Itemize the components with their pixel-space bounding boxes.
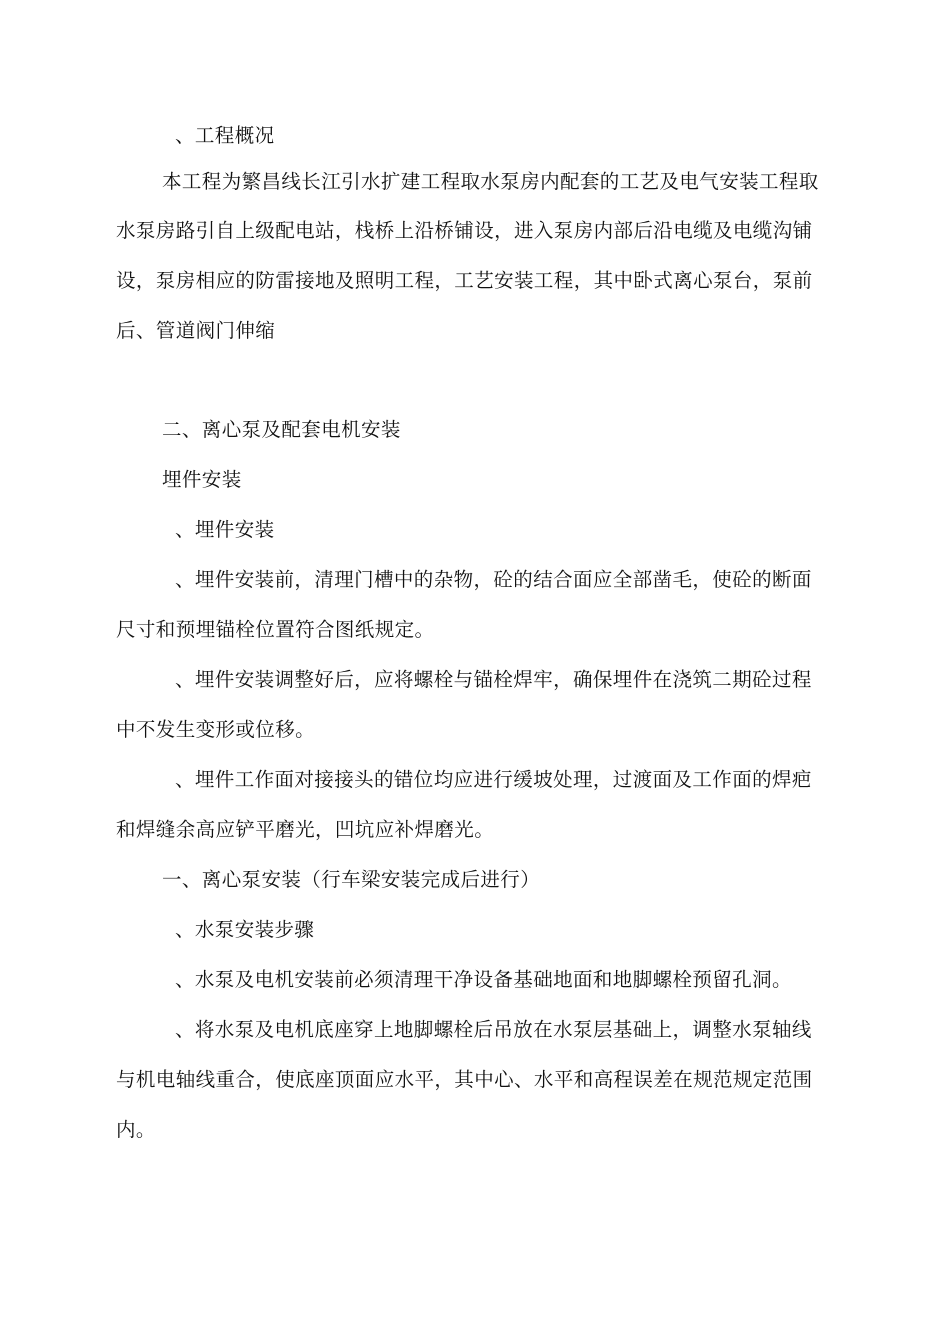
paragraph-line: 、埋件工作面对接接头的错位均应进行缓坡处理，过渡面及工作面的焊疤 [175,768,812,791]
paragraph-line: 后、管道阀门伸缩 [116,319,276,342]
paragraph-line: 、水泵及电机安装前必须清理干净设备基础地面和地脚螺栓预留孔洞。 [175,968,792,991]
subsection-heading-embedded-parts: 埋件安装 [162,468,242,491]
item-heading-embedded-parts: 、埋件安装 [175,518,275,541]
paragraph-line: 、埋件安装调整好后，应将螺栓与锚栓焊牢，确保埋件在浇筑二期砼过程 [175,668,812,691]
paragraph-line: 尺寸和预埋锚栓位置符合图纸规定。 [116,618,435,641]
section-heading-pump-motor-install: 二、离心泵及配套电机安装 [162,418,401,441]
section-heading-centrifugal-pump-install: 一、离心泵安装（行车梁安装完成后进行） [162,868,541,891]
paragraph-line: 中不发生变形或位移。 [116,718,316,741]
paragraph-line: 、将水泵及电机底座穿上地脚螺栓后吊放在水泵层基础上，调整水泵轴线 [175,1018,812,1041]
paragraph-line: 本工程为繁昌线长江引水扩建工程取水泵房内配套的工艺及电气安装工程取 [162,170,819,193]
paragraph-line: 水泵房路引自上级配电站，栈桥上沿桥铺设，进入泵房内部后沿电缆及电缆沟铺 [116,219,813,242]
paragraph-line: 和焊缝余高应铲平磨光，凹坑应补焊磨光。 [116,818,495,841]
paragraph-line: 设，泵房相应的防雷接地及照明工程，工艺安装工程，其中卧式离心泵台，泵前 [116,269,813,292]
item-heading-pump-install-steps: 、水泵安装步骤 [175,918,315,941]
section-heading-project-overview: 、工程概况 [175,124,275,147]
paragraph-line: 内。 [116,1118,156,1141]
paragraph-line: 与机电轴线重合，使底座顶面应水平，其中心、水平和高程误差在规范规定范围 [116,1068,813,1091]
paragraph-line: 、埋件安装前，清理门槽中的杂物，砼的结合面应全部凿毛，使砼的断面 [175,568,812,591]
